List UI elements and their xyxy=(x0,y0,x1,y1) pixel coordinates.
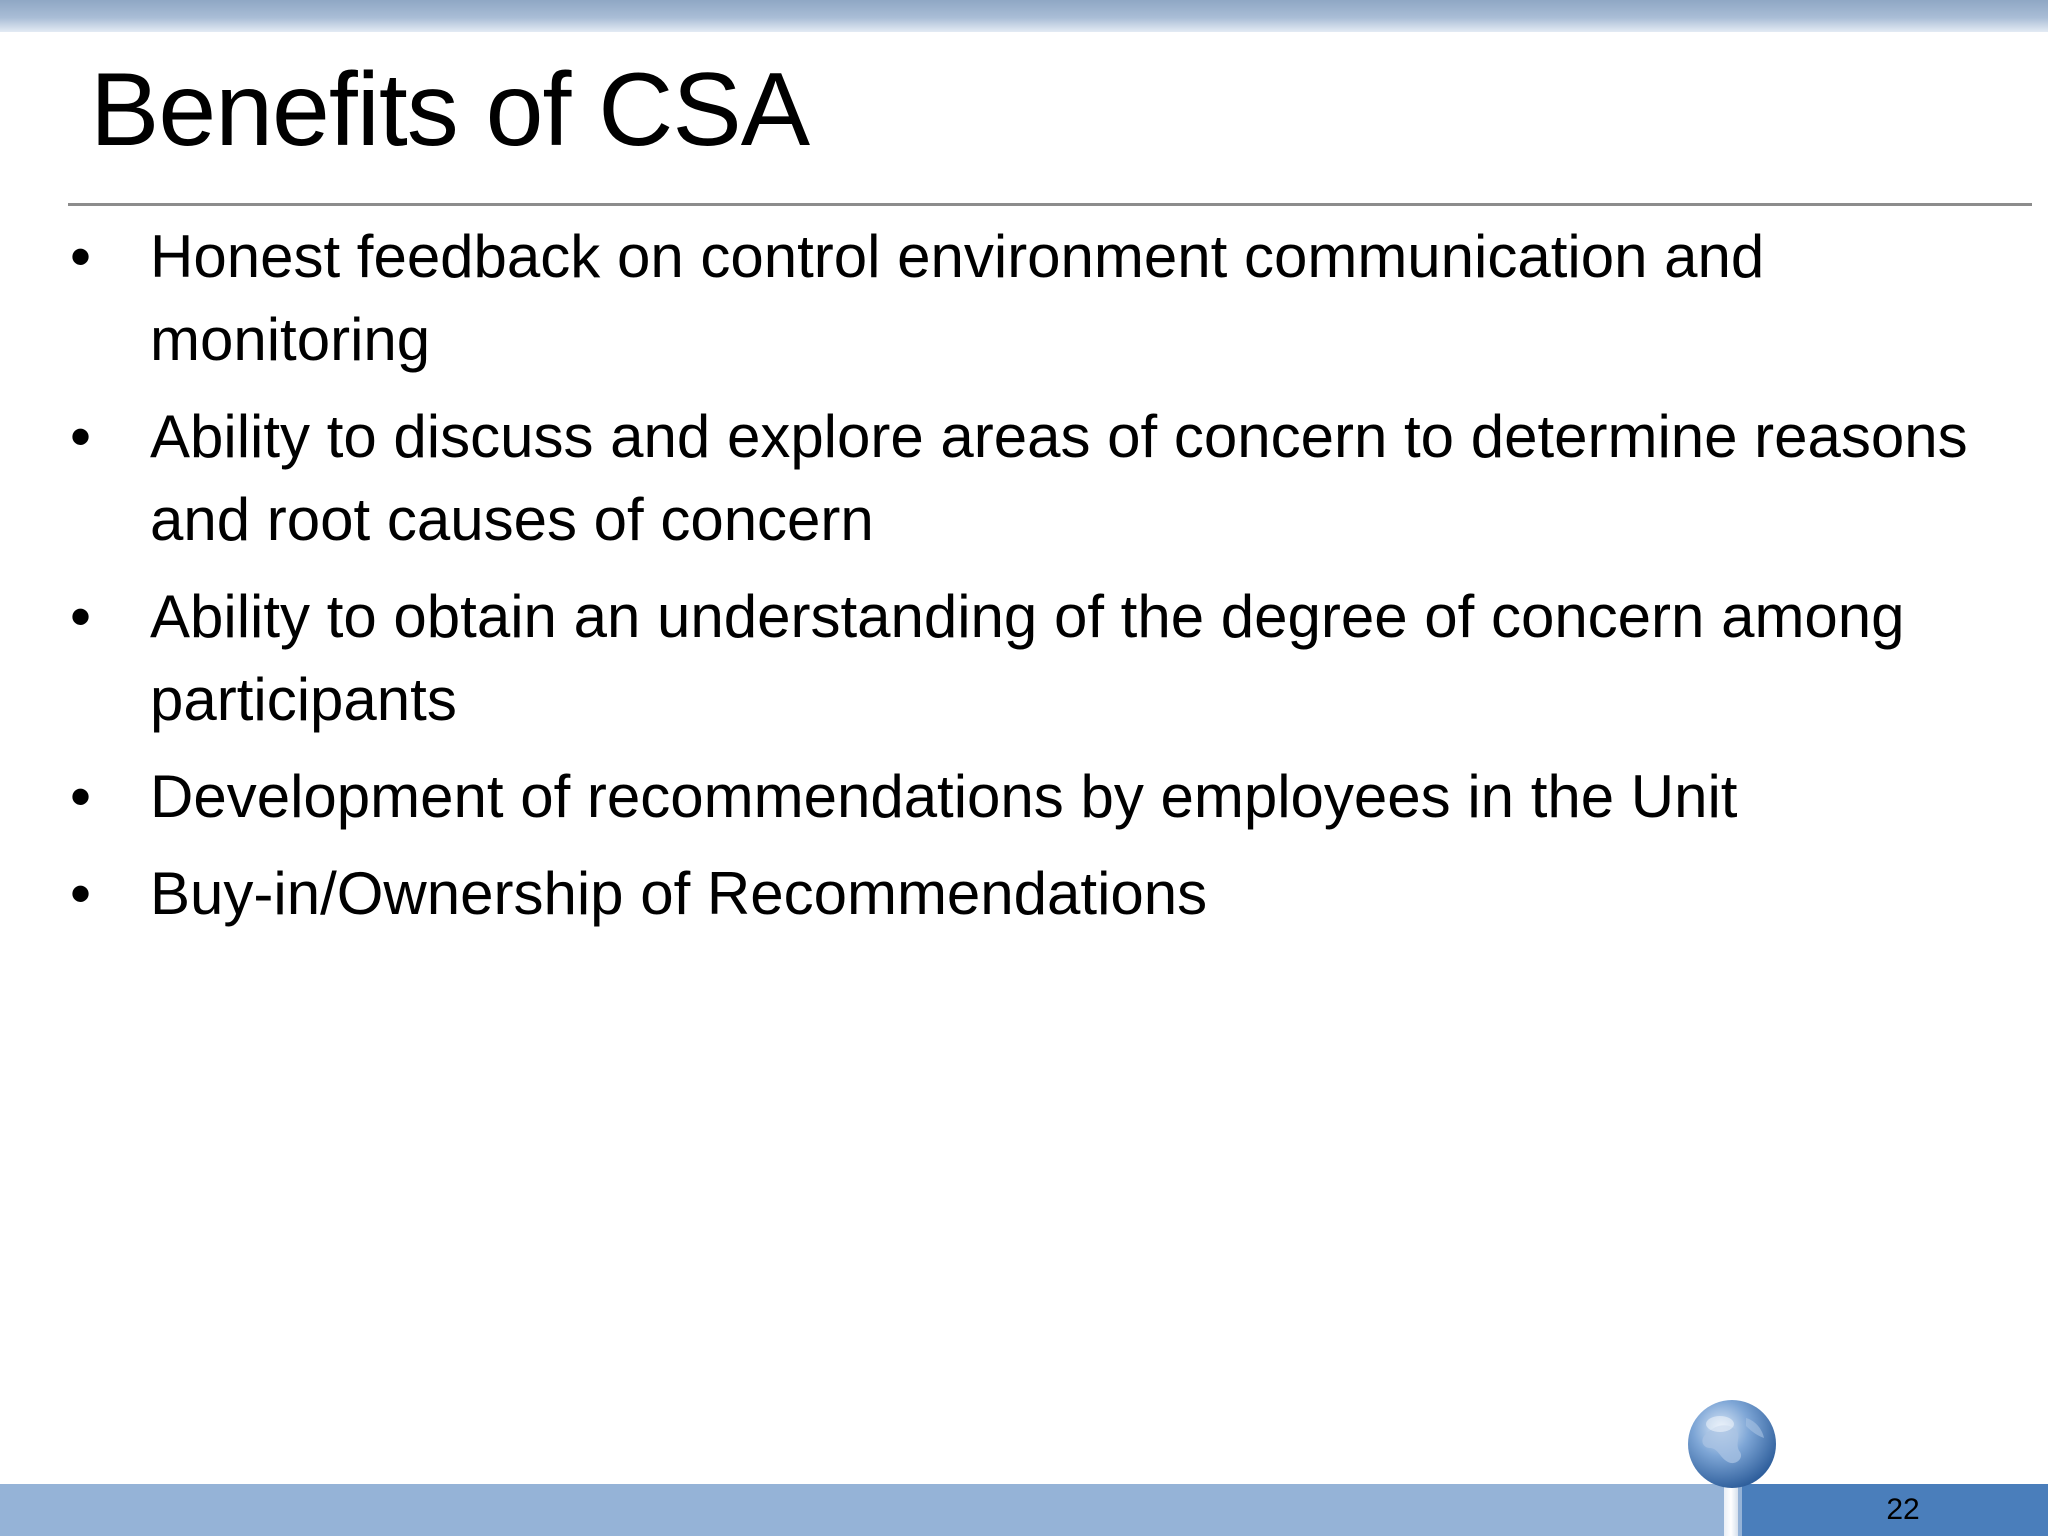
bullet-marker: • xyxy=(70,403,92,470)
bullet-item xyxy=(68,215,1968,381)
logo xyxy=(1684,1396,1780,1536)
bullet-item xyxy=(68,395,1968,561)
bullet-text: Development of recommendations by employees in the Unit xyxy=(150,763,1738,830)
bullet-item xyxy=(68,852,1968,935)
slide-title: Benefits of CSA xyxy=(90,52,810,168)
top-decorative-band xyxy=(0,0,2048,32)
bullet-item xyxy=(68,575,1968,741)
bullet-text: Buy-in/Ownership of Recommendations xyxy=(150,860,1208,927)
bullet-text: Ability to obtain an understanding of the degree of concern among participants xyxy=(150,583,1905,733)
bullet-marker: • xyxy=(70,583,92,650)
bullet-marker: • xyxy=(70,763,92,830)
title-divider xyxy=(68,203,2032,206)
page-number: 22 xyxy=(1886,1493,1920,1526)
bullet-item xyxy=(68,755,1968,838)
bullet-text: Honest feedback on control environment communication and monitoring xyxy=(150,223,1765,373)
bullet-text: Ability to discuss and explore areas of concern to determine reasons and root causes of concern xyxy=(150,403,1968,553)
bullet-list xyxy=(68,215,1968,949)
bullet-marker: • xyxy=(70,860,92,927)
bullet-marker: • xyxy=(70,223,92,290)
globe-icon xyxy=(1684,1396,1780,1492)
